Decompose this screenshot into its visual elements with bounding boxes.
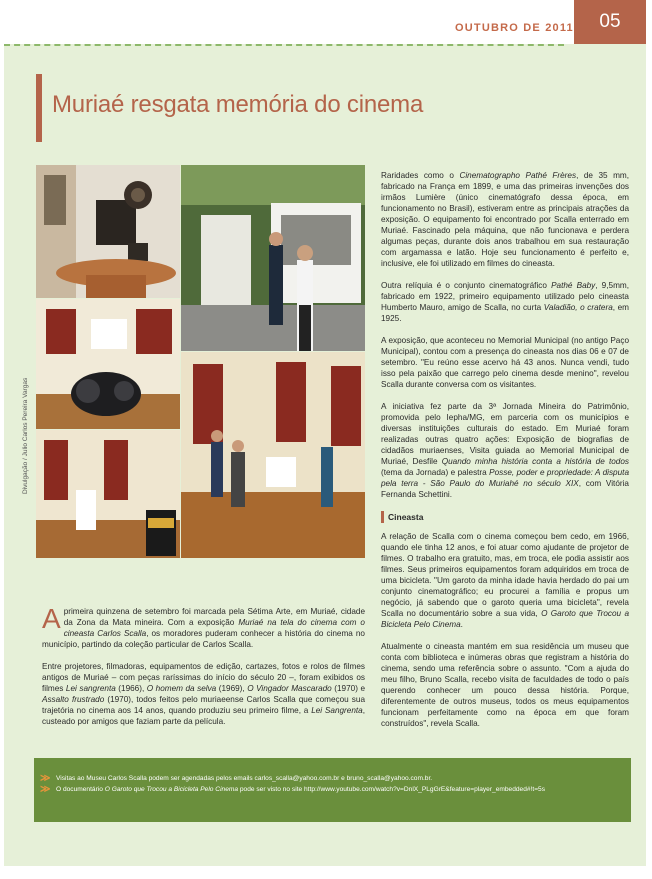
right-paragraph-2: Outra relíquia é o conjunto cinematográfico Pathé Baby, 9,5mm, fabricado em 1922, primeiro equipamento utilizado pelo cineasta Humberto Mauro, amigo de Scalla, no curta Valadião, o cratera, em 1925.	[381, 281, 629, 323]
right-paragraph-4: A iniciativa fez parte da 3ª Jornada Mineira do Patrimônio, promovida pelo Iepha/MG, em parceria com os municípios e diversas instituições culturais do estado. Em Muriaé foram realizadas outras quatro ações: Exposição de biografias de cidadãos muriaenses, Visita guiada ao Memorial Municipal de Muriaé, Desfile Quando minha história conta a história de todos (tema da Jornada) e palestra Posse, poder e propriedade: A disputa pela terra - São Paulo do Muriahé no século XIX, com Vitória Fernanda Schettini.	[381, 402, 629, 499]
photo-exhibition-visitors	[181, 165, 365, 351]
photo-gallery-room	[36, 299, 180, 429]
dropcap: A	[42, 603, 61, 634]
subhead-bar	[381, 511, 384, 523]
photo-gallery-visitors	[181, 352, 365, 558]
right-paragraph-5: A relação de Scalla com o cinema começou bem cedo, em 1966, quando ele tinha 12 anos, e foi atuar como ajudante de projetor de filmes. O trabalho era gratuito, mas, em troca, ele podia assistir aos filmes. Seus primeiros equipamentos foram adquiridos em troca de uma bicicleta. "Um garoto da minha idade havia herdado do pai um conjunto cinematográfico; eu procurei a família e propus um negócio, já sabendo que o garoto queria uma bicicleta", revela Scalla no documentário sobre a sua vida, O Garoto que Trocou a Bicicleta Pelo Cinema.	[381, 532, 630, 629]
youtube-link[interactable]: pode ser visto no site http://www.youtube.com/watch?v=DnlX_PLgGrE&feature=player_embedded#!t=5s	[238, 786, 546, 793]
header-divider	[4, 44, 564, 46]
films-paragraph: Entre projetores, filmadoras, equipamentos de edição, cartazes, fotos e rolos de filmes antigos de Muriaé – com peças raríssimas do início do século 20 –, foram exibidos os filmes Lei sangrenta (1966), O homem da selva (1969), O Vingador Mascarado (1970) e Assalto frustrado (1970), todos feitos pelo muriaeense Carlos Scalla que começou sua trajetória no cinema aos 14 anos, quando produziu seu primeiro filme, a Lei Sangrenta, custeado por amigos que faziam parte da película.	[42, 662, 366, 726]
chevron-icon: ≫ ≫	[40, 773, 51, 795]
page-number: 05	[574, 0, 646, 44]
photo-arched-room	[36, 430, 180, 558]
right-paragraph-6: Atualmente o cineasta mantém em sua residência um museu que conta com biblioteca e inúmeras obras que registram a história do cinema, sendo uma referência sobre o assunto. "Com a ajuda do meu filho, Bruno Scalla, recebo visita de faculdades de todo o país querendo conhecer um pouco dessa história. Porque, diferentemente de outros museus, todos os meus equipamentos funcionam perfeitamente como na época em que foram construídos", revela Scalla.	[381, 642, 629, 728]
photo-credit: Divulgação / Julio Carlos Pereira Vargas	[22, 377, 29, 494]
subhead-cineasta: Cineasta	[381, 511, 629, 523]
left-column	[42, 603, 366, 738]
article-title: Muriaé resgata memória do cinema	[52, 91, 424, 118]
intro-paragraph: A primeira quinzena de setembro foi marcada pela Sétima Arte, em Muriaé, cidade da Zona da Mata mineira. Com a exposição Muriaé na tela do cinema com o cineasta Carlos Scalla, os moradores puderam conhecer a história do cinema no município, partindo da coleção particular de Carlos Scalla.	[42, 603, 365, 649]
footer-line-documentary: O documentário O Garoto que Trocou a Bicicleta Pelo Cinema pode ser visto no site http://www.youtube.com/watch?v=DnlX_PLgGrE&feature=player_embedded#!t=5s	[56, 786, 546, 793]
photo-projector	[36, 165, 180, 298]
right-paragraph-3: A exposição, que aconteceu no Memorial Municipal (no antigo Paço Municipal), contou com a presença do cineasta nos dias 06 e 07 de setembro. "Eu reúno esse acervo há 43 anos. Nunca vendi, tudo isso pela paixão que carrego pelo cinema desde menino", revelou Scalla durante conversa com os visitantes.	[381, 336, 629, 389]
title-accent-bar	[36, 74, 42, 142]
right-paragraph-1: Raridades como o Cinematographo Pathé Frères, de 35 mm, fabricado na França em 1899, e uma das primeiras invenções dos irmãos Lumière (único cinematógrafo dessa época, em funcionamento no Brasil), estiveram entre as principais atrações da exposição. O equipamento foi encontrado por Scalla enterrado em Muriaé. Fascinado pela máquina, que não funcionava e perdera algumas peças, durante dois anos trabalhou em sua restauração com argamassa e latão. Hoje seu funcionamento é perfeito e, inclusive, ele foi utilizado em filmes do cineasta.	[381, 171, 630, 268]
footer-line-visits: Visitas ao Museu Carlos Scalla podem ser agendadas pelos emails carlos_scalla@yahoo.com.br e bruno_scalla@yahoo.com.br.	[56, 775, 433, 782]
issue-date: OUTUBRO DE 2011	[455, 22, 574, 34]
right-column	[381, 170, 629, 740]
footer-text	[56, 773, 616, 795]
exhibit-name: Muriaé na tela do cinema com o cineasta Carlos Scalla	[63, 618, 365, 638]
